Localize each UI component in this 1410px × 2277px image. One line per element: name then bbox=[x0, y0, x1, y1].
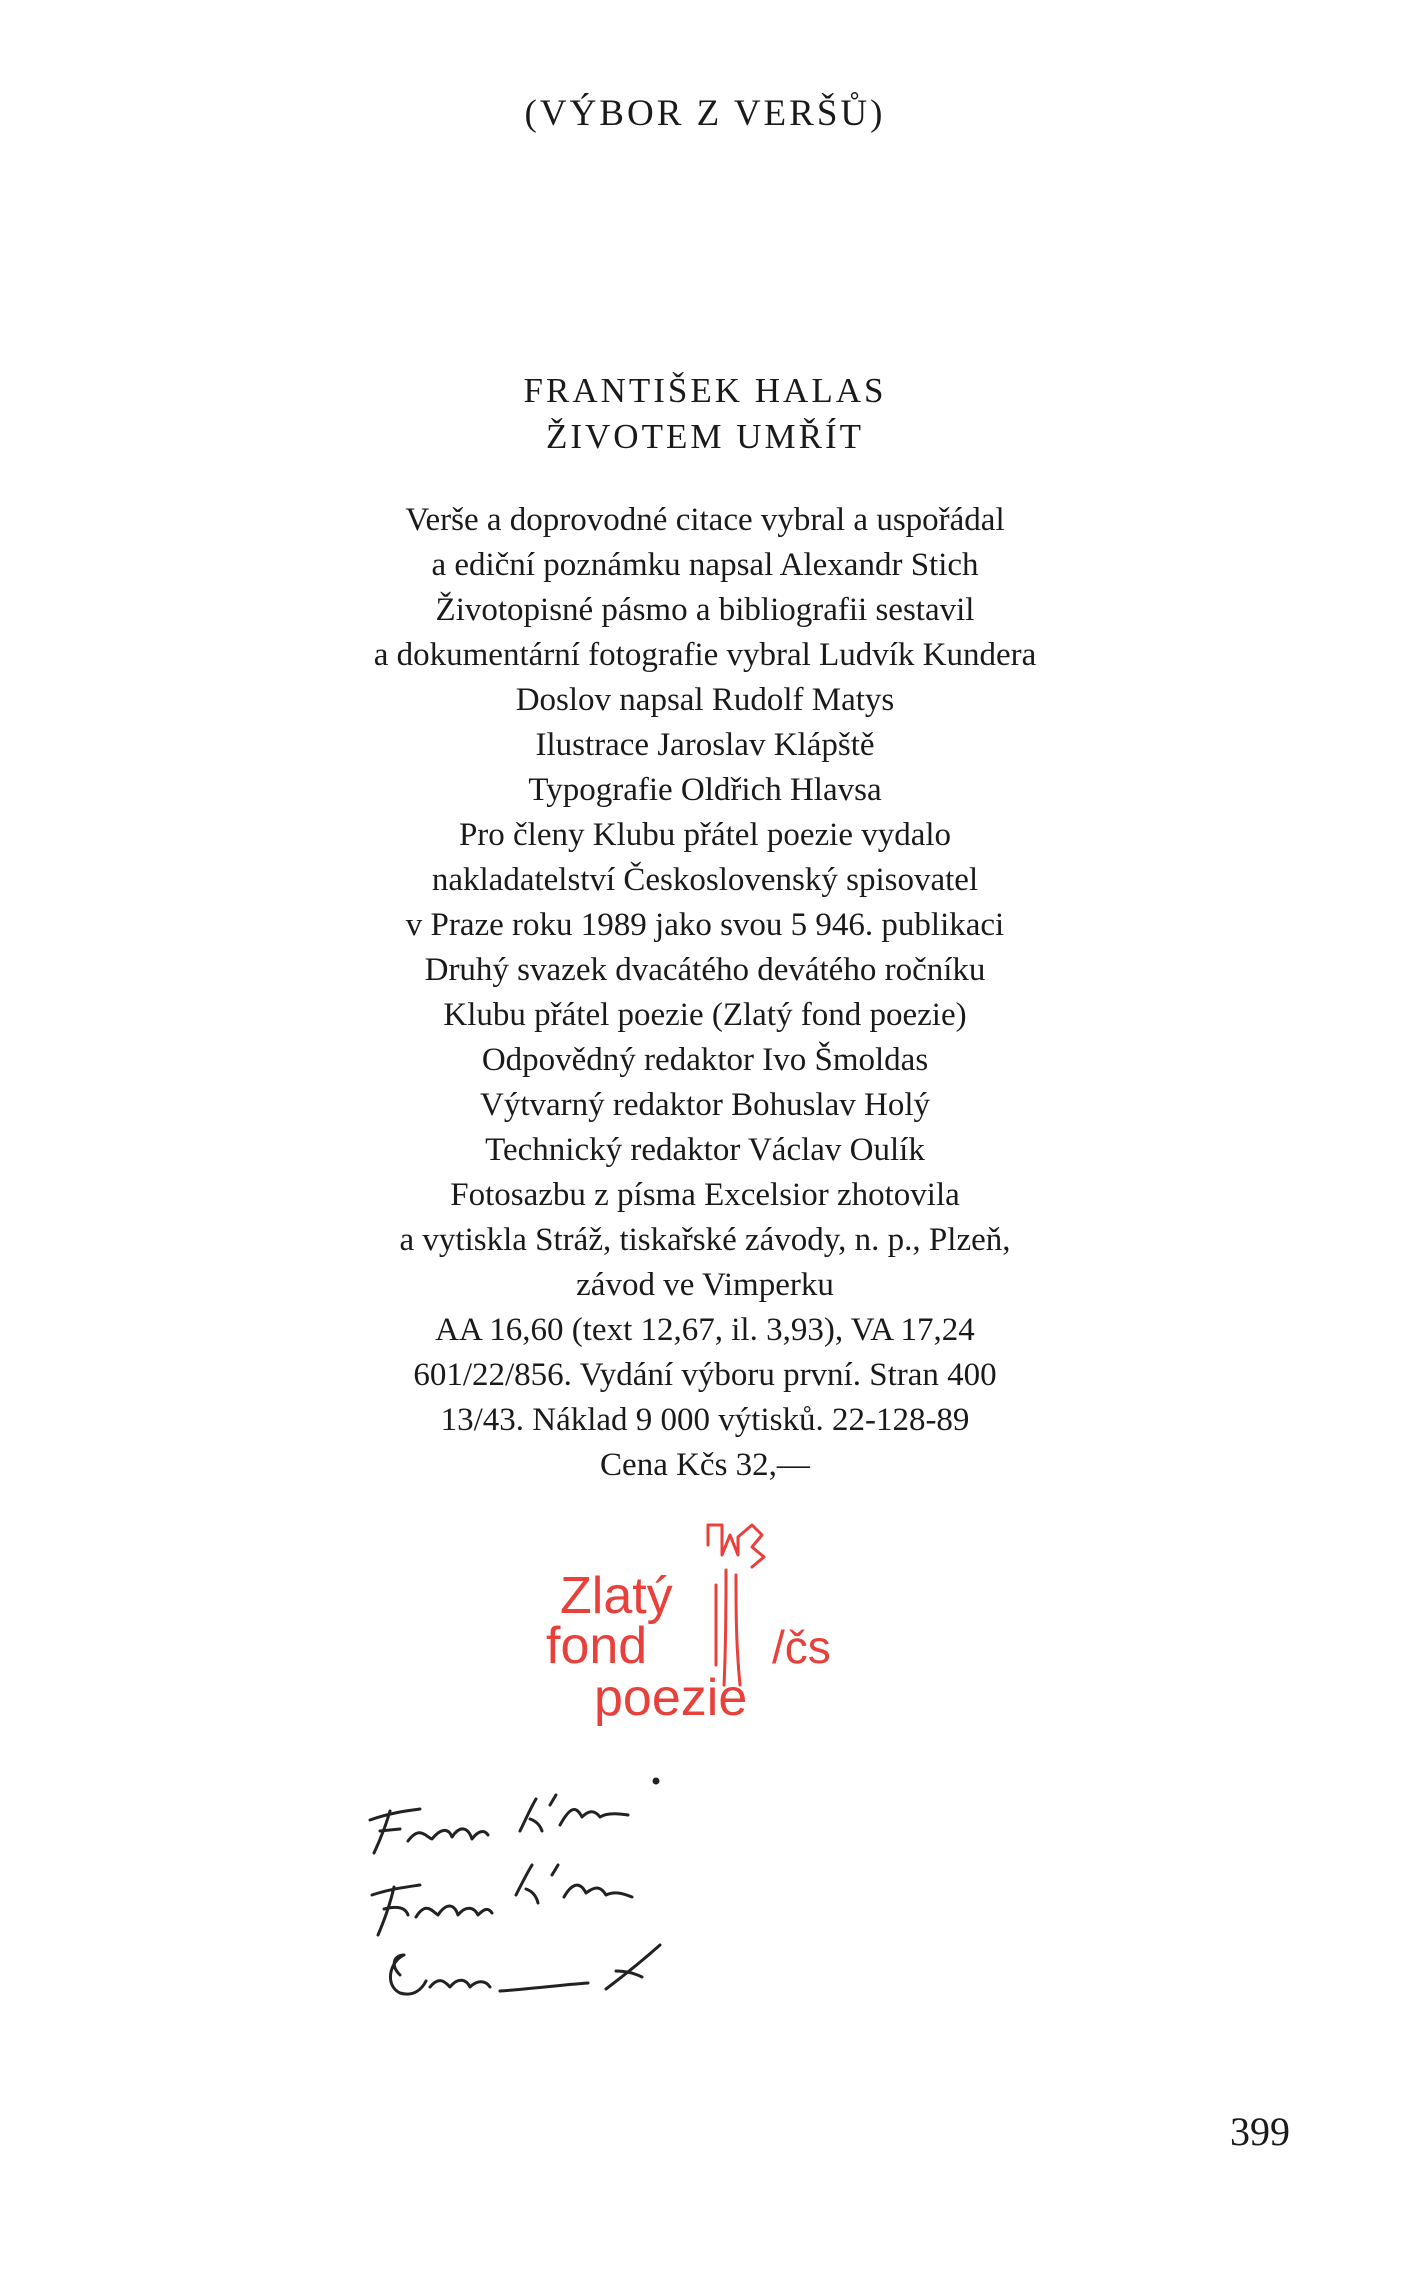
logo-line-poezie: poezie bbox=[594, 1669, 748, 1727]
page-number: 399 bbox=[1230, 2109, 1290, 2154]
logo-emblem-icon bbox=[708, 1525, 764, 1685]
handwritten-signature-icon bbox=[360, 1765, 810, 2055]
colophon-line: Technický redaktor Václav Oulík bbox=[485, 1132, 925, 1168]
colophon-line: nakladatelství Československý spisovatel bbox=[431, 862, 979, 898]
colophon-line: Pro členy Klubu přátel poezie vydalo bbox=[458, 817, 952, 853]
colophon-line: závod ve Vimperku bbox=[576, 1267, 834, 1303]
colophon-line: 601/22/856. Vydání výboru první. Stran 400 bbox=[413, 1357, 997, 1393]
colophon-line: v Praze roku 1989 jako svou 5 946. publikaci bbox=[405, 907, 1005, 943]
logo-line-zlaty: Zlatý bbox=[560, 1567, 673, 1625]
logo-line-cs: /čs bbox=[772, 1621, 831, 1673]
colophon bbox=[0, 498, 1410, 1488]
colophon-line: a ediční poznámku napsal Alexandr Stich bbox=[431, 547, 979, 583]
title-block bbox=[0, 368, 1410, 460]
book-title: ŽIVOTEM UMŘÍT bbox=[546, 417, 864, 456]
series-title: (VÝBOR Z VERŠŮ) bbox=[524, 93, 886, 134]
colophon-line: Klubu přátel poezie (Zlatý fond poezie) bbox=[443, 997, 967, 1033]
colophon-line: Ilustrace Jaroslav Klápště bbox=[535, 727, 875, 763]
logo-line-fond: fond bbox=[546, 1617, 648, 1675]
colophon-line: Doslov napsal Rudolf Matys bbox=[515, 682, 895, 718]
colophon-line: 13/43. Náklad 9 000 výtisků. 22-128-89 bbox=[440, 1402, 970, 1438]
colophon-line: Fotosazbu z písma Excelsior zhotovila bbox=[450, 1177, 960, 1213]
zlaty-fond-poezie-logo bbox=[540, 1515, 870, 1745]
colophon-line: Typografie Oldřich Hlavsa bbox=[528, 772, 882, 808]
colophon-line: Výtvarný redaktor Bohuslav Holý bbox=[480, 1087, 930, 1123]
colophon-line: Druhý svazek dvacátého devátého ročníku bbox=[424, 952, 986, 988]
colophon-line: a vytiskla Stráž, tiskařské závody, n. p., Plzeň, bbox=[399, 1222, 1011, 1258]
colophon-line: Cena Kčs 32,— bbox=[600, 1447, 810, 1483]
author-name: FRANTIŠEK HALAS bbox=[523, 371, 887, 410]
colophon-line: AA 16,60 (text 12,67, il. 3,93), VA 17,24 bbox=[435, 1312, 975, 1348]
colophon-line: Verše a doprovodné citace vybral a uspořádal bbox=[405, 502, 1005, 538]
colophon-line: Odpovědný redaktor Ivo Šmoldas bbox=[481, 1042, 929, 1078]
colophon-line: a dokumentární fotografie vybral Ludvík Kundera bbox=[373, 637, 1037, 673]
colophon-line: Životopisné pásmo a bibliografii sestavil bbox=[435, 592, 975, 628]
